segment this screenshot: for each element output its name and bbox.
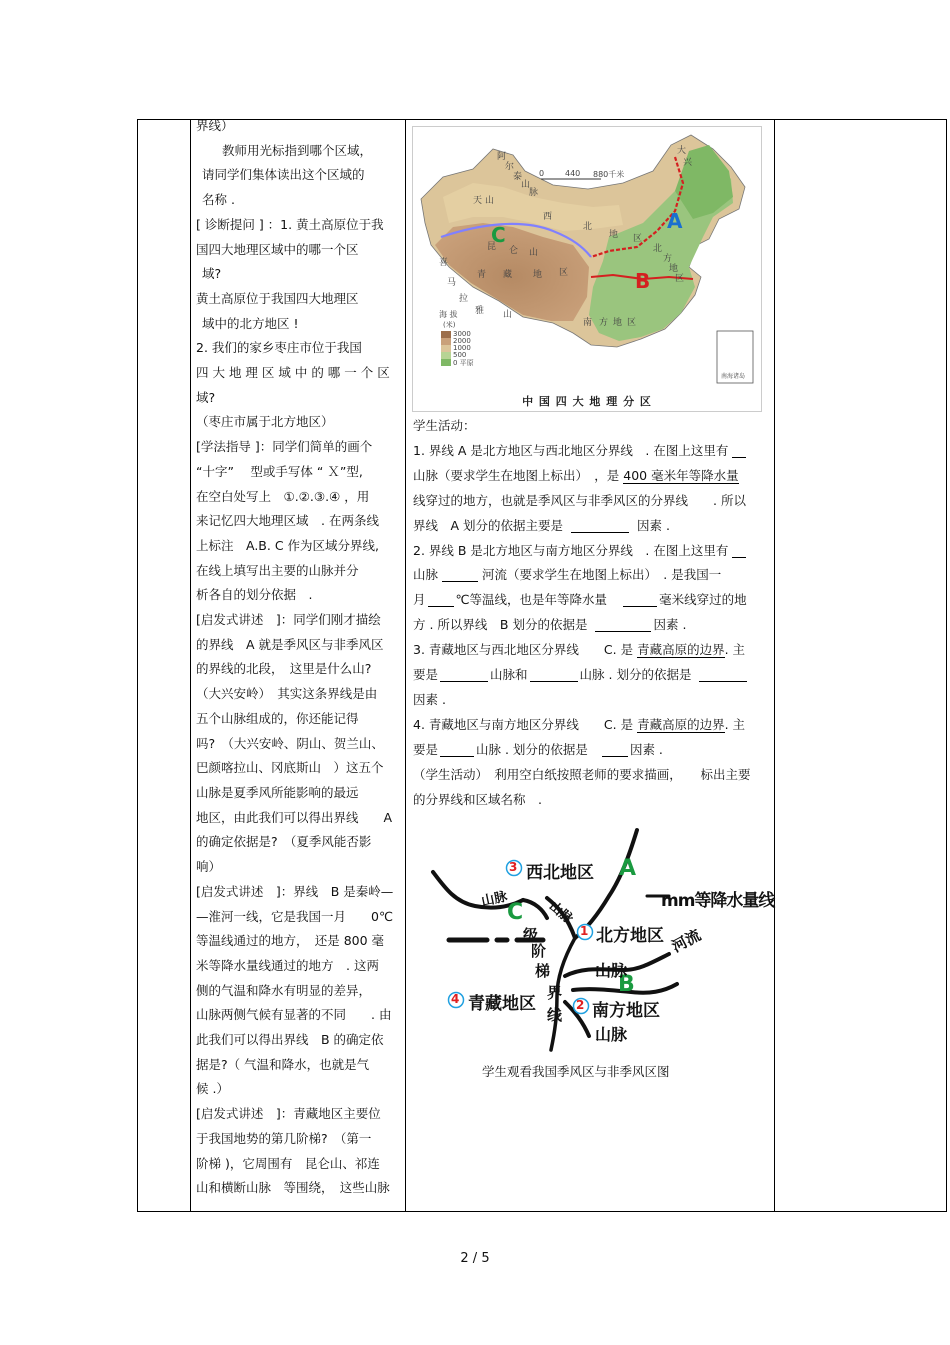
q2-line4: 方 . 所以界线 B 划分的依据是 因素 . <box>413 617 687 633</box>
teacher-text-line: 候 .） <box>196 1081 229 1097</box>
q1-blank-factor[interactable] <box>571 518 629 533</box>
q2-line2: 山脉 河流（要求学生在地图上标出） . 是我国一 <box>413 567 722 583</box>
circle-1-num: 1 <box>580 924 589 938</box>
map-label-altai: 尔 <box>505 162 515 172</box>
map-label-northwest: 地 <box>609 230 619 240</box>
map-label-northwest: 北 <box>583 222 593 232</box>
boundary-char: 线 <box>547 1006 563 1024</box>
activity-line2: 的分界线和区域名称 . <box>413 791 542 807</box>
mm-precip-label: mm等降水量线 <box>661 891 775 911</box>
map-label-himalaya: 马 <box>447 278 457 288</box>
q1-blank-mountain[interactable] <box>732 443 746 458</box>
map-letter-c: C <box>491 223 506 247</box>
map-label-tianshan: 山 <box>485 196 495 206</box>
q2-blank-b[interactable] <box>442 567 478 582</box>
teacher-text-line: 在空白处写上 ①.②.③.④ ，用 <box>196 488 370 504</box>
region-south: 南方地区 <box>592 1001 660 1021</box>
teacher-text-line: “十字” 型或手写体 “ Ｘ”型, <box>196 463 363 479</box>
map-label-north: 北 <box>653 244 663 254</box>
inset-label: 南海诸岛 <box>721 373 746 380</box>
map-label-tibet: 藏 <box>503 270 513 280</box>
letter-b: B <box>618 972 635 997</box>
legend-item: 1000 <box>453 344 471 352</box>
q1-line1: 1. 界线 A 是北方地区与西北地区分界线 . 在图上这里有 <box>413 439 771 464</box>
teacher-text-line: 响） <box>196 859 222 875</box>
map-label-altai: 阿 <box>497 152 507 162</box>
q4-line2: 要是 山脉 . 划分的依据是 因素 . <box>413 741 663 757</box>
shanmai-label: 山脉 <box>595 1025 628 1044</box>
region-tibet: 青藏地区 <box>468 994 536 1014</box>
map-label-himalaya: 喜 <box>439 258 449 268</box>
region-northwest: 西北地区 <box>526 863 594 883</box>
shanmai-label: 山脉 <box>595 961 628 980</box>
teacher-text-line: 域? <box>196 389 216 405</box>
teacher-text-line: 四 大 地 理 区 域 中 的 哪 一 个 区 <box>196 365 390 381</box>
region-north: 北方地区 <box>596 926 664 946</box>
teacher-text-line: 的界线 A 就是季风区与非季风区 <box>196 636 384 652</box>
step-line-char: 阶 <box>531 942 547 960</box>
teacher-text-line: 教师用光标指到哪个区域， <box>222 142 373 158</box>
table-col-line-1 <box>137 119 138 1212</box>
teacher-text-line: 来记忆四大地理区域 . 在两条线 <box>196 513 379 529</box>
teacher-text-line: 在线上填写出主要的山脉并分 <box>196 562 359 578</box>
teacher-text-line: （枣庄市属于北方地区） <box>196 414 334 430</box>
q3-line1: 3. 青藏地区与西北地区分界线 C. 是 青藏高原的边界. 主 <box>413 642 746 658</box>
map-label-himalaya: 雅 <box>475 306 485 316</box>
teacher-text-line: [ 诊断提问 ] ：1. 黄土高原位于我 <box>196 216 384 232</box>
teacher-text-line: 上标注 A.B. C 作为区域分界线, <box>196 537 380 553</box>
letter-c: C <box>507 900 524 925</box>
shanmai-label: 山脉 <box>480 889 509 910</box>
teacher-text-line: 的确定依据是? （夏季风能否影 <box>196 834 372 850</box>
q2-line3: 月 ℃等温线，也是年等降水量 毫米线穿过的地 <box>413 592 747 608</box>
china-four-regions-map <box>412 126 762 412</box>
table-col-line-4 <box>774 119 775 1212</box>
teacher-text-line: 山脉两侧气候有显著的不同 . 由 <box>196 1007 392 1023</box>
activity-heading: 学生活动： <box>413 418 476 433</box>
map-label-south: 方 <box>599 318 609 328</box>
teacher-text-line: 请同学们集体读出这个区域的 <box>202 167 365 183</box>
teacher-text-line: [启发式讲述 ]：同学们刚才描绘 <box>196 612 381 628</box>
teacher-text-line: [启发式讲述 ]：界线 B 是秦岭— <box>196 883 394 899</box>
legend-item: 2000 <box>453 337 471 345</box>
table-bottom-border <box>137 1211 947 1212</box>
q1-line3: 线穿过的地方，也就是季风区与非季风区的分界线 . 所以 <box>413 492 746 508</box>
map-label-altai: 泰 <box>513 172 523 182</box>
teacher-text-column <box>196 114 402 1201</box>
activity-line1: （学生活动） 利用空白纸按照老师的要求描画， 标出主要 <box>413 766 751 782</box>
map-letter-b: B <box>635 269 651 293</box>
scale-label-0: 0 <box>539 169 545 178</box>
teacher-text-line: 米等降水量线通过的地方 . 这两 <box>196 957 379 973</box>
map-label-kunlun: 昆 <box>487 242 497 252</box>
circle-3-num: 3 <box>509 860 518 874</box>
table-col-line-2 <box>190 119 191 1212</box>
teacher-text-line: 等温线通过的地方， 还是 800 毫 <box>196 933 385 949</box>
map-label-altai: 山 <box>521 180 531 190</box>
teacher-text-line: 阶梯 )，它周围有 昆仑山、祁连 <box>196 1155 380 1171</box>
legend-item: 500 <box>453 351 467 359</box>
map-label-himalaya: 山 <box>503 310 513 320</box>
legend-unit: (米) <box>443 321 456 329</box>
diagram-caption: 学生观看我国季风区与非季风区图 <box>482 1064 670 1079</box>
map-label-south: 地 <box>613 318 623 328</box>
map-label-himalaya: 拉 <box>459 294 469 304</box>
map-label-northwest: 区 <box>633 234 643 244</box>
map-label-tibet: 地 <box>533 270 543 280</box>
teacher-text-line: 国四大地理区域中的哪一个区 <box>196 241 359 257</box>
legend-item: 3000 <box>453 330 471 338</box>
teacher-text-line: [学法指导 ]：同学们简单的画个 <box>196 439 373 455</box>
teacher-text-line: 山脉是夏季风所能影响的最远 <box>196 784 359 800</box>
q2-blank-precip[interactable] <box>623 592 657 607</box>
circle-4-num: 4 <box>451 992 460 1006</box>
map-label-south: 南 <box>583 318 593 328</box>
letter-a: A <box>619 856 637 881</box>
map-label-south: 区 <box>627 318 637 328</box>
map-label-north: 方 <box>663 254 673 264</box>
map-label-tibet: 区 <box>559 268 569 278</box>
map-label-kunlun: 山 <box>529 248 539 258</box>
teacher-text-line: 界线） <box>196 118 234 133</box>
teacher-text-line: 2. 我们的家乡枣庄市位于我国 <box>196 340 362 356</box>
scale-label-880: 880千米 <box>593 170 625 179</box>
teacher-text-line: 此我们可以得出界线 B 的确定依 <box>196 1032 384 1048</box>
teacher-text-line: 名称 . <box>202 192 235 208</box>
map-label-altai: 脉 <box>529 188 539 198</box>
q1-line2: 山脉（要求学生在地图上标出） ，是 400 毫米年等降水量 <box>413 467 739 483</box>
boundary-char: 界 <box>547 984 563 1002</box>
scale-label-440: 440 <box>565 169 581 178</box>
table-col-line-5 <box>946 119 947 1212</box>
map-label-daxing: 兴 <box>683 158 693 168</box>
legend-title: 海 拔 <box>439 310 458 319</box>
table-col-line-3 <box>405 119 406 1212</box>
student-activity-column <box>413 414 771 813</box>
map-label-northwest: 西 <box>543 212 553 222</box>
q3-line2: 要是 山脉和 山脉 . 划分的依据是 <box>413 663 771 688</box>
map-label-north: 区 <box>675 274 685 284</box>
teacher-text-line: 域中的北方地区 ! <box>202 315 299 331</box>
teacher-text-line: 五个山脉组成的，你还能记得 <box>196 710 359 726</box>
q4-line1: 4. 青藏地区与南方地区分界线 C. 是 青藏高原的边界. 主 <box>413 716 746 732</box>
teacher-text-line: —淮河一线，它是我国一月 0℃ <box>196 908 393 924</box>
teacher-text-line: 的界线的北段， 这里是什么山? <box>196 661 372 677</box>
q2-blank-temp[interactable] <box>428 592 454 607</box>
teacher-text-line: 黄土高原位于我国四大地理区 <box>196 290 359 306</box>
teacher-text-line: 地区，由此我们可以得出界线 A <box>196 809 393 825</box>
step-line-char: 梯 <box>535 962 551 980</box>
q2-blank-a[interactable] <box>732 543 746 558</box>
legend-item: 0 平原 <box>453 359 474 367</box>
q3-blank-a[interactable] <box>440 667 488 682</box>
q4-blank-a[interactable] <box>440 742 474 757</box>
teacher-text-line: 析各自的划分依据 . <box>196 587 313 603</box>
circle-2-num: 2 <box>576 998 585 1012</box>
river-label: 河流 <box>668 925 704 956</box>
teacher-text-line: [启发式讲述 ]：青藏地区主要位 <box>196 1106 381 1122</box>
teacher-text-line: 吗? （大兴安岭、阴山、贺兰山、 <box>196 735 384 751</box>
teacher-text-line: 据是?（ 气温和降水，也就是气 <box>196 1056 370 1072</box>
map-label-kunlun: 仑 <box>509 246 519 256</box>
q2-blank-factor[interactable] <box>595 617 651 632</box>
map-label-tianshan: 天 <box>473 196 483 206</box>
q3-line3: 因素 . <box>413 691 446 707</box>
teacher-text-line: 巴颜喀拉山、冈底斯山 ）这五个 <box>196 760 384 776</box>
regions-sketch-diagram <box>425 826 775 1052</box>
map-label-north: 地 <box>669 264 679 274</box>
teacher-text-line: 域? <box>202 266 222 282</box>
q1-line4: 界线 A 划分的依据主要是 因素 . <box>413 517 670 533</box>
shanmai-label: 山脉 <box>545 898 576 928</box>
map-label-daxing: 大 <box>677 146 687 156</box>
q3-blank-c[interactable] <box>699 667 747 682</box>
teacher-text-line: 于我国地势的第几阶梯? （第一 <box>196 1130 372 1146</box>
step-line-char: 级 <box>523 926 539 944</box>
map-label-tibet: 青 <box>477 270 487 280</box>
map-letter-a: A <box>667 209 683 233</box>
map-title: 中 国 四 大 地 理 分 区 <box>522 395 652 408</box>
q2-line1: 2. 界线 B 是北方地区与南方地区分界线 . 在图上这里有 <box>413 539 771 564</box>
q4-blank-b[interactable] <box>602 742 628 757</box>
q3-blank-b[interactable] <box>530 667 578 682</box>
teacher-text-line: 山和横断山脉 等围绕， 这些山脉 <box>196 1180 390 1196</box>
page-number: 2 / 5 <box>460 1251 490 1266</box>
teacher-text-line: （大兴安岭） 其实这条界线是由 <box>196 686 378 702</box>
teacher-text-line: 侧的气温和降水有明显的差异， <box>196 982 372 998</box>
